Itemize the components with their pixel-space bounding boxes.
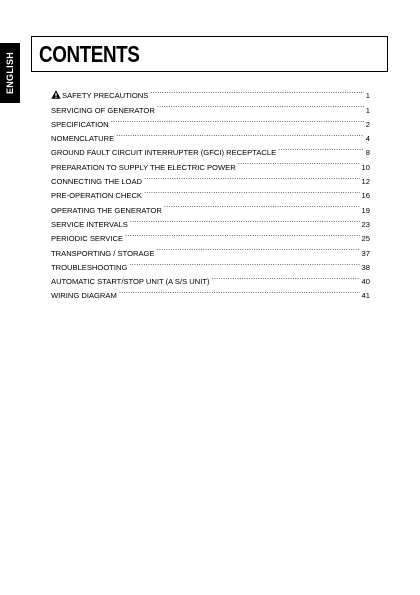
toc-page-number: 1 bbox=[365, 91, 370, 101]
toc-dot-leader bbox=[129, 256, 359, 270]
toc-page-number: 4 bbox=[365, 134, 370, 144]
toc-page-number: 19 bbox=[361, 205, 370, 215]
toc-entry-title: PERIODIC SERVICE bbox=[51, 234, 124, 244]
toc-dot-leader bbox=[238, 155, 360, 169]
table-of-contents bbox=[51, 84, 370, 301]
toc-page-number: 12 bbox=[361, 177, 370, 187]
toc-page-number: 16 bbox=[361, 191, 370, 201]
toc-dot-leader bbox=[144, 170, 360, 184]
toc-entry-title: NOMENCLATURE bbox=[51, 134, 115, 144]
toc-dot-leader bbox=[212, 270, 360, 284]
toc-dot-leader bbox=[157, 98, 364, 112]
toc-page-number: 10 bbox=[361, 162, 370, 172]
language-tab-label: ENGLISH bbox=[5, 51, 16, 95]
toc-entry-title: SERVICE INTERVALS bbox=[51, 219, 128, 229]
title-box bbox=[31, 36, 388, 72]
toc-dot-leader bbox=[150, 84, 363, 98]
warning-triangle-icon bbox=[51, 90, 61, 99]
toc-page-number: 2 bbox=[365, 119, 370, 129]
toc-page-number: 8 bbox=[365, 148, 370, 158]
toc-dot-leader bbox=[278, 141, 364, 155]
language-tab bbox=[0, 43, 20, 103]
toc-entry-title: TRANSPORTING / STORAGE bbox=[51, 248, 155, 258]
toc-page-number: 23 bbox=[361, 219, 370, 229]
toc-entry-title: SERVICING OF GENERATOR bbox=[51, 105, 155, 115]
toc-dot-leader bbox=[157, 241, 360, 255]
toc-dot-leader bbox=[125, 227, 360, 241]
toc-dot-leader bbox=[144, 184, 360, 198]
toc-dot-leader bbox=[111, 113, 364, 127]
toc-entry-title: WIRING DIAGRAM bbox=[51, 291, 117, 301]
toc-entry-title: AUTOMATIC START/STOP UNIT (A S/S UNIT) bbox=[51, 277, 210, 287]
toc-dot-leader bbox=[119, 284, 360, 298]
toc-dot-leader bbox=[164, 198, 360, 212]
toc-entry-title: OPERATING THE GENERATOR bbox=[51, 205, 162, 215]
page-title: CONTENTS bbox=[39, 41, 140, 67]
toc-entry-title: GROUND FAULT CIRCUIT INTERRUPTER (GFCI) RECEPTACLE bbox=[51, 148, 277, 158]
toc-entry-title: CONNECTING THE LOAD bbox=[51, 177, 142, 187]
toc-entry-title: TROUBLESHOOTING bbox=[51, 262, 128, 272]
toc-entry-title: SPECIFICATION bbox=[51, 119, 109, 129]
toc-entry-title: PREPARATION TO SUPPLY THE ELECTRIC POWER bbox=[51, 162, 236, 172]
toc-page-number: 1 bbox=[365, 105, 370, 115]
toc-entry-title: SAFETY PRECAUTIONS bbox=[51, 89, 148, 103]
toc-dot-leader bbox=[116, 127, 364, 141]
toc-dot-leader bbox=[130, 213, 360, 227]
toc-entry-safety-precautions[interactable] bbox=[51, 84, 370, 101]
toc-entry-title: PRE-OPERATION CHECK bbox=[51, 191, 142, 201]
toc-page-number: 41 bbox=[361, 291, 370, 301]
toc-page-number: 38 bbox=[361, 262, 370, 272]
toc-page-number: 40 bbox=[361, 277, 370, 287]
toc-page-number: 25 bbox=[361, 234, 370, 244]
toc-page-number: 37 bbox=[361, 248, 370, 258]
